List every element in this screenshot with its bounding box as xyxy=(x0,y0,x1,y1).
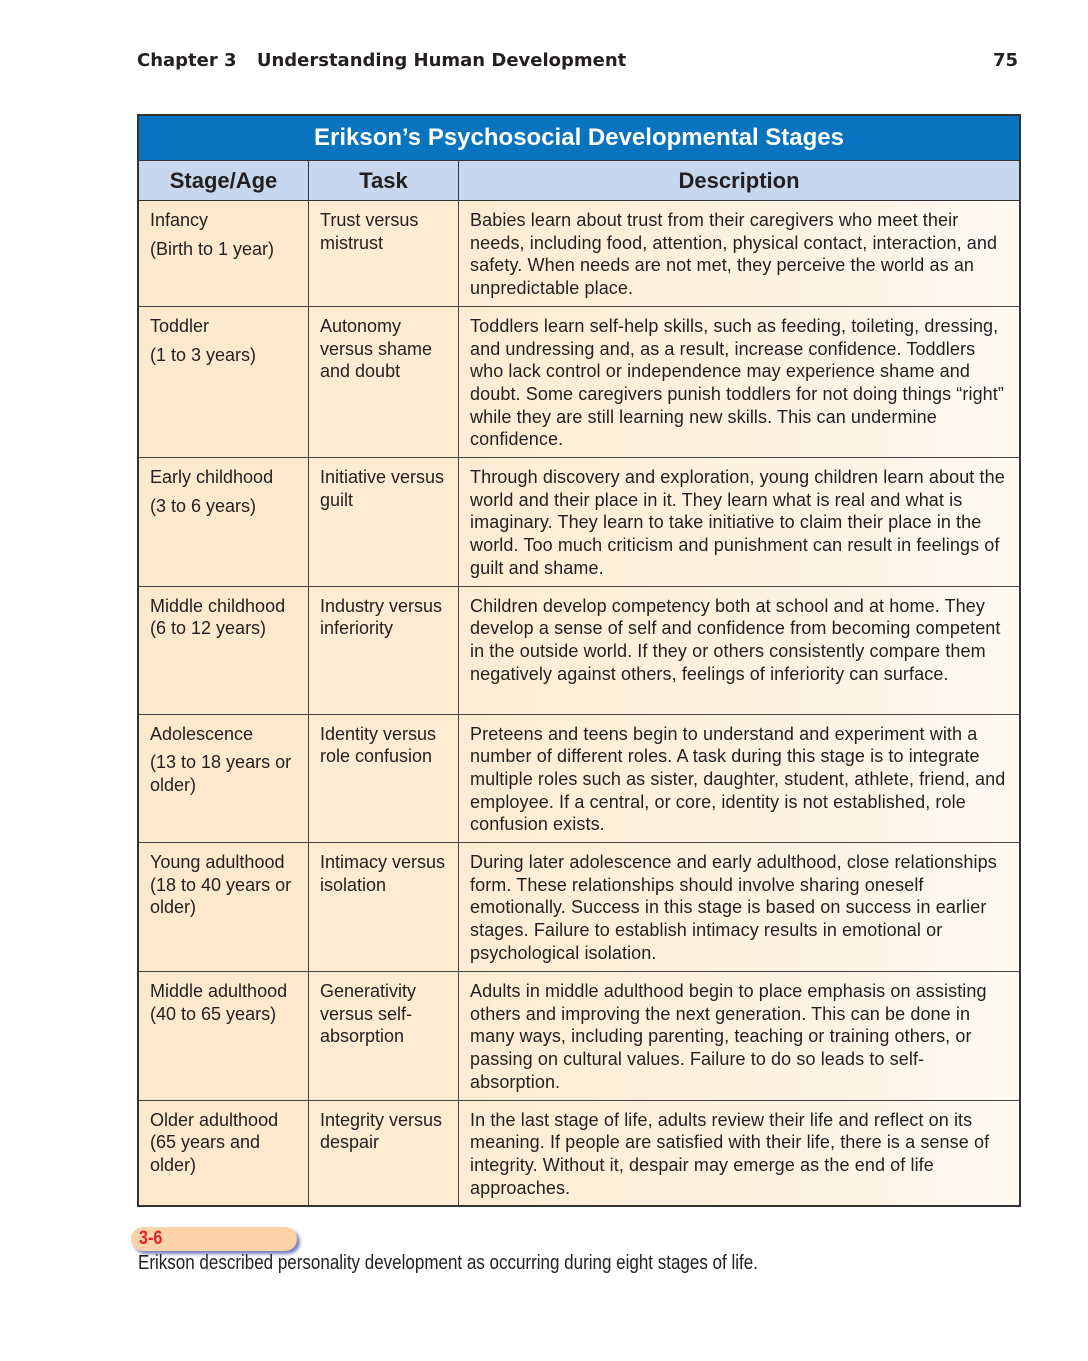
table-row xyxy=(138,306,1020,457)
task-cell: Initiative versus guilt xyxy=(309,458,459,587)
table-row xyxy=(138,586,1020,714)
column-header-description: Description xyxy=(459,161,1021,201)
task-cell: Intimacy versus isolation xyxy=(309,843,459,972)
table-row xyxy=(138,1100,1020,1206)
description-cell: Through discovery and exploration, young children learn about the world and their place in it. They learn what is real and what is imaginary. They learn to take initiative to claim their place in the world. Too much criticism and punishment can result in feelings of guilt and shame. xyxy=(459,458,1021,587)
column-header-task: Task xyxy=(309,161,459,201)
description-cell: Adults in middle adulthood begin to place emphasis on assisting others and improving the next generation. This can be done in many ways, including parenting, teaching or training others, or passing on cultural values. Failure to do so leads to self-absorption. xyxy=(459,972,1021,1101)
stage-name: Toddler xyxy=(150,315,210,336)
stage-age: (6 to 12 years) xyxy=(150,618,267,639)
stage-cell xyxy=(138,201,309,307)
figure-caption: Erikson described personality development as occurring during eight stages of life. xyxy=(138,1252,758,1274)
stage-age: (1 to 3 years) xyxy=(150,344,257,365)
chapter-title: Understanding Human Development xyxy=(256,50,627,71)
task-cell: Identity versus role confusion xyxy=(309,714,459,843)
stage-name: Older adulthood xyxy=(150,1109,279,1130)
page-number: 75 xyxy=(992,50,1018,71)
stage-name: Middle childhood xyxy=(150,595,286,616)
stage-cell xyxy=(138,1100,309,1206)
description-cell: In the last stage of life, adults review their life and reflect on its meaning. If people are satisfied with their life, there is a sense of integrity. Without it, despair may emerge as the end of life approaches. xyxy=(459,1100,1021,1206)
stage-name: Infancy xyxy=(150,210,209,230)
stage-age: (13 to 18 years or older) xyxy=(150,752,292,795)
table-title: Erikson’s Psychosocial Developmental Stages xyxy=(138,115,1020,161)
column-header-stage: Stage/Age xyxy=(138,161,309,201)
stage-age: (65 years and older) xyxy=(150,1132,261,1175)
stage-cell xyxy=(138,306,309,457)
stage-name: Early childhood xyxy=(150,467,274,488)
figure-number-badge xyxy=(131,1227,297,1251)
description-cell: Preteens and teens begin to understand and experiment with a number of different roles. A task during this stage is to integrate multiple roles such as sister, daughter, student, athlete, friend, and employee. If a central, or core, identity is not established, role confusion exists. xyxy=(459,714,1021,843)
chapter-label: Chapter 3 xyxy=(137,50,237,71)
table-body xyxy=(138,201,1020,1207)
stage-age: (40 to 65 years) xyxy=(150,1003,277,1024)
stage-name: Middle adulthood xyxy=(150,981,288,1002)
stage-name: Young adulthood xyxy=(150,852,285,873)
task-cell: Autonomy versus shame and doubt xyxy=(309,306,459,457)
description-cell: Children develop competency both at school and at home. They develop a sense of self and confidence from becoming competent in the outside world. If they or others consistently compare them negatively against others, feelings of inferiority can surface. xyxy=(459,586,1021,714)
stage-cell xyxy=(138,586,309,714)
description-cell: During later adolescence and early adulthood, close relationships form. These relationships should involve sharing oneself emotionally. Success in this stage is based on success in earlier stages. Failure to establish intimacy results in emotional or psychological isolation. xyxy=(459,843,1021,972)
table-row xyxy=(138,843,1020,972)
table-row xyxy=(138,972,1020,1101)
stage-cell xyxy=(138,714,309,843)
task-cell: Integrity versus despair xyxy=(309,1100,459,1206)
stage-age: (18 to 40 years or older) xyxy=(150,874,292,918)
stage-cell xyxy=(138,458,309,587)
table-row xyxy=(138,458,1020,587)
stage-age: (Birth to 1 year) xyxy=(150,238,275,259)
task-cell: Industry versus inferiority xyxy=(309,586,459,714)
description-cell: Babies learn about trust from their caregivers who meet their needs, including food, attention, physical contact, interaction, and safety. When needs are not met, they perceive the world as an unpredictable place. xyxy=(459,201,1021,307)
table-row xyxy=(138,714,1020,843)
task-cell: Generativity versus self-absorption xyxy=(309,972,459,1101)
stage-cell xyxy=(138,972,309,1101)
stage-age: (3 to 6 years) xyxy=(150,495,257,516)
description-cell: Toddlers learn self-help skills, such as feeding, toileting, dressing, and undressing and, as a result, increase confidence. Toddlers who lack control or independence may experience shame and doubt. Some caregivers punish toddlers for not doing things “right” while they are still learning new skills. This can undermine confidence. xyxy=(459,306,1021,457)
stage-cell xyxy=(138,843,309,972)
table-row xyxy=(138,201,1020,307)
figure-number: 3-6 xyxy=(139,1228,163,1249)
erikson-stages-table xyxy=(137,114,1021,1207)
task-cell: Trust versus mistrust xyxy=(309,201,459,307)
stage-name: Adolescence xyxy=(150,723,254,744)
running-head xyxy=(137,50,1018,71)
